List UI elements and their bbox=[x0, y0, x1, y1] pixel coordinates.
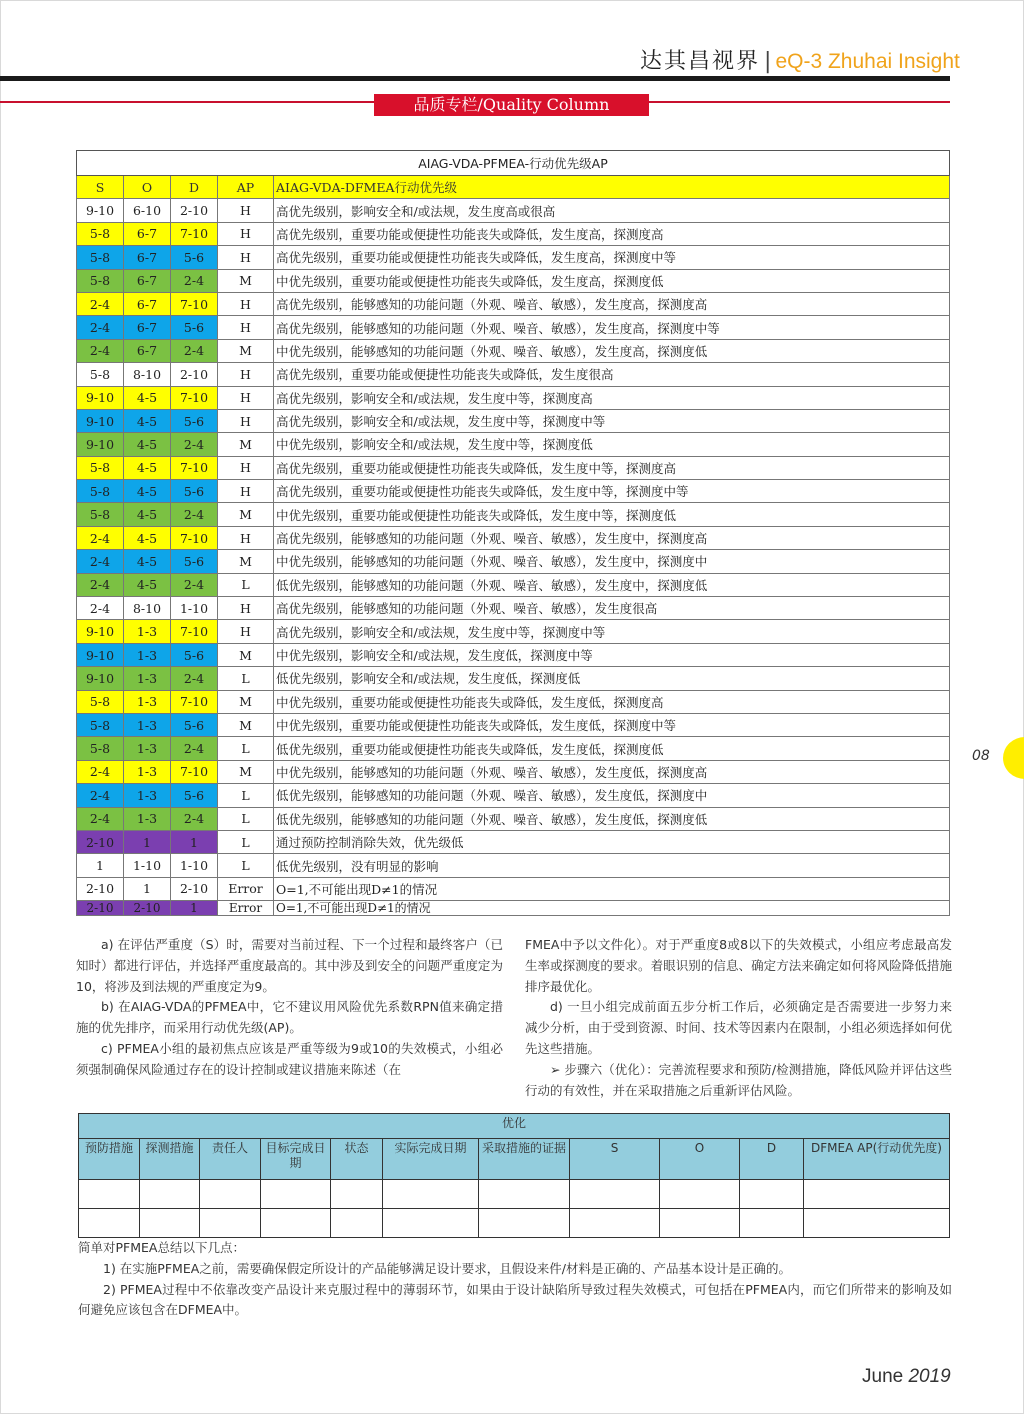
cell-o: 1-3 bbox=[124, 737, 171, 760]
header-s: S bbox=[77, 176, 124, 199]
ap-table-row bbox=[77, 713, 950, 736]
opt-header-owner: 责任人 bbox=[200, 1139, 261, 1180]
cell-o: 1-3 bbox=[124, 690, 171, 713]
ap-table-row bbox=[77, 620, 950, 643]
optimization-empty-row bbox=[79, 1209, 950, 1238]
cell-o: 1-3 bbox=[124, 620, 171, 643]
cell-description: 中优先级别，能够感知的功能问题（外观、噪音、敏感），发生度中，探测度中 bbox=[274, 550, 950, 573]
cell-o: 4-5 bbox=[124, 409, 171, 432]
brand-name-cn: 达其昌视界 bbox=[640, 49, 761, 74]
cell-description: 低优先级别，影响安全和/或法规，发生度低，探测度低 bbox=[274, 667, 950, 690]
cell-o: 4-5 bbox=[124, 480, 171, 503]
ap-table-row bbox=[77, 737, 950, 760]
ap-table-row bbox=[77, 877, 950, 900]
summary-intro: 简单对PFMEA总结以下几点： bbox=[78, 1240, 245, 1255]
cell-d: 1-10 bbox=[171, 854, 218, 877]
cell-s: 2-10 bbox=[77, 877, 124, 900]
cell-ap: M bbox=[218, 433, 274, 456]
cell-s: 9-10 bbox=[77, 409, 124, 432]
cell-description: 低优先级别，能够感知的功能问题（外观、噪音、敏感），发生度低，探测度中 bbox=[274, 784, 950, 807]
opt-header-detection: 探测措施 bbox=[140, 1139, 200, 1180]
cell-description: 高优先级别，影响安全和/或法规，发生度高或很高 bbox=[274, 199, 950, 222]
cell-description: 中优先级别，影响安全和/或法规，发生度中等，探测度低 bbox=[274, 433, 950, 456]
opt-header-actual-date: 实际完成日期 bbox=[383, 1139, 479, 1180]
cell-o: 6-7 bbox=[124, 222, 171, 245]
cell-o: 6-7 bbox=[124, 316, 171, 339]
opt-header-d: D bbox=[740, 1139, 804, 1180]
cell-d: 2-10 bbox=[171, 199, 218, 222]
paragraph: d) 一旦小组完成前面五步分析工作后，必须确定是否需要进一步努力来减少分析，由于受到资源、时间、技术等因素内在限制，小组必须选择如何优先这些措施。 bbox=[525, 999, 952, 1056]
optimization-header-row bbox=[79, 1139, 950, 1180]
optimization-table bbox=[78, 1113, 950, 1238]
opt-header-target-date: 目标完成日期 bbox=[261, 1139, 331, 1180]
ap-table-row bbox=[77, 784, 950, 807]
cell-o: 4-5 bbox=[124, 433, 171, 456]
cell-description: 高优先级别，影响安全和/或法规，发生度中等，探测度中等 bbox=[274, 409, 950, 432]
ap-table-row bbox=[77, 246, 950, 269]
cell-d: 1 bbox=[171, 901, 218, 916]
empty-cell bbox=[740, 1209, 804, 1238]
cell-s: 2-4 bbox=[77, 597, 124, 620]
empty-cell bbox=[804, 1209, 950, 1238]
cell-description: 中优先级别，重要功能或便捷性功能丧失或降低，发生度高，探测度低 bbox=[274, 269, 950, 292]
cell-ap: M bbox=[218, 550, 274, 573]
cell-s: 2-4 bbox=[77, 760, 124, 783]
cell-description: 低优先级别，重要功能或便捷性功能丧失或降低，发生度低，探测度低 bbox=[274, 737, 950, 760]
opt-header-o: O bbox=[660, 1139, 740, 1180]
cell-d: 7-10 bbox=[171, 386, 218, 409]
ap-table-row bbox=[77, 854, 950, 877]
issue-year: 2019 bbox=[908, 1366, 951, 1387]
ap-table-row bbox=[77, 433, 950, 456]
cell-ap: L bbox=[218, 830, 274, 853]
cell-d: 5-6 bbox=[171, 550, 218, 573]
ap-table-row bbox=[77, 597, 950, 620]
header-d: D bbox=[171, 176, 218, 199]
ap-table-row bbox=[77, 667, 950, 690]
cell-o: 1-3 bbox=[124, 713, 171, 736]
ap-table-row bbox=[77, 480, 950, 503]
cell-description: 低优先级别，能够感知的功能问题（外观、噪音、敏感），发生度中，探测度低 bbox=[274, 573, 950, 596]
cell-ap: L bbox=[218, 667, 274, 690]
cell-s: 5-8 bbox=[77, 503, 124, 526]
empty-cell bbox=[140, 1180, 200, 1209]
cell-d: 1 bbox=[171, 830, 218, 853]
ap-table-title-row bbox=[77, 151, 950, 176]
paragraph: FMEA中予以文件化）。对于严重度8或8以下的失效模式，小组应考虑最高发生率或探测度的要求。着眼识别的信息、确定方法来确定如何将风险降低措施排序最优化。 bbox=[525, 937, 952, 994]
ap-table-row bbox=[77, 269, 950, 292]
cell-s: 9-10 bbox=[77, 667, 124, 690]
cell-s: 2-10 bbox=[77, 901, 124, 916]
cell-description: 高优先级别，能够感知的功能问题（外观、噪音、敏感），发生度很高 bbox=[274, 597, 950, 620]
cell-s: 2-4 bbox=[77, 807, 124, 830]
cell-d: 2-4 bbox=[171, 737, 218, 760]
cell-ap: H bbox=[218, 222, 274, 245]
cell-s: 5-8 bbox=[77, 269, 124, 292]
cell-description: 高优先级别，重要功能或便捷性功能丧失或降低，发生度中等，探测度高 bbox=[274, 456, 950, 479]
cell-ap: H bbox=[218, 620, 274, 643]
cell-s: 2-4 bbox=[77, 339, 124, 362]
empty-cell bbox=[331, 1209, 383, 1238]
cell-description: O=1,不可能出现D≠1的情况 bbox=[274, 901, 950, 916]
cell-ap: H bbox=[218, 292, 274, 315]
ap-table bbox=[76, 150, 950, 916]
cell-ap: H bbox=[218, 199, 274, 222]
cell-d: 2-4 bbox=[171, 503, 218, 526]
cell-o: 4-5 bbox=[124, 456, 171, 479]
paragraph: a) 在评估严重度（S）时，需要对当前过程、下一个过程和最终客户（已知时）都进行评估，并选择严重度最高的。其中涉及到安全的问题严重度定为10，将涉及到法规的严重度定为9。 bbox=[76, 937, 503, 994]
cell-o: 8-10 bbox=[124, 597, 171, 620]
cell-s: 9-10 bbox=[77, 199, 124, 222]
cell-ap: M bbox=[218, 690, 274, 713]
cell-description: 中优先级别，重要功能或便捷性功能丧失或降低，发生度低，探测度中等 bbox=[274, 713, 950, 736]
cell-d: 5-6 bbox=[171, 246, 218, 269]
ap-table-row bbox=[77, 690, 950, 713]
empty-cell bbox=[140, 1209, 200, 1238]
cell-s: 5-8 bbox=[77, 222, 124, 245]
brand-separator: | bbox=[764, 49, 772, 74]
cell-o: 1-3 bbox=[124, 760, 171, 783]
cell-s: 2-4 bbox=[77, 292, 124, 315]
cell-ap: L bbox=[218, 854, 274, 877]
cell-description: 高优先级别，影响安全和/或法规，发生度中等，探测度中等 bbox=[274, 620, 950, 643]
brand-name-en: eQ-3 Zhuhai Insight bbox=[775, 50, 960, 73]
cell-s: 5-8 bbox=[77, 363, 124, 386]
empty-cell bbox=[200, 1209, 261, 1238]
cell-s: 5-8 bbox=[77, 690, 124, 713]
header-ap: AP bbox=[218, 176, 274, 199]
cell-description: 高优先级别，重要功能或便捷性功能丧失或降低，发生度很高 bbox=[274, 363, 950, 386]
cell-ap: M bbox=[218, 503, 274, 526]
cell-s: 9-10 bbox=[77, 643, 124, 666]
cell-o: 6-7 bbox=[124, 246, 171, 269]
cell-s: 2-4 bbox=[77, 316, 124, 339]
cell-o: 1 bbox=[124, 830, 171, 853]
column-label: 品质专栏/Quality Column bbox=[374, 94, 649, 116]
empty-cell bbox=[660, 1209, 740, 1238]
cell-ap: H bbox=[218, 456, 274, 479]
summary-section bbox=[78, 1238, 952, 1321]
cell-description: 中优先级别，能够感知的功能问题（外观、噪音、敏感），发生度高，探测度低 bbox=[274, 339, 950, 362]
cell-o: 6-10 bbox=[124, 199, 171, 222]
ap-table-row bbox=[77, 526, 950, 549]
ap-table-row bbox=[77, 901, 950, 916]
cell-ap: L bbox=[218, 784, 274, 807]
opt-header-evidence: 采取措施的证据 bbox=[479, 1139, 570, 1180]
header-description: AIAG-VDA-DFMEA行动优先级 bbox=[274, 176, 950, 199]
ap-table-row bbox=[77, 339, 950, 362]
cell-s: 2-4 bbox=[77, 526, 124, 549]
ap-table-row bbox=[77, 760, 950, 783]
empty-cell bbox=[479, 1180, 570, 1209]
ap-table-row bbox=[77, 363, 950, 386]
cell-d: 2-4 bbox=[171, 339, 218, 362]
empty-cell bbox=[79, 1209, 140, 1238]
cell-o: 1-3 bbox=[124, 643, 171, 666]
cell-d: 7-10 bbox=[171, 292, 218, 315]
cell-s: 2-4 bbox=[77, 573, 124, 596]
cell-description: 高优先级别，能够感知的功能问题（外观、噪音、敏感），发生度中，探测度高 bbox=[274, 526, 950, 549]
cell-description: 高优先级别，影响安全和/或法规，发生度中等，探测度高 bbox=[274, 386, 950, 409]
cell-ap: M bbox=[218, 643, 274, 666]
cell-s: 9-10 bbox=[77, 433, 124, 456]
empty-cell bbox=[383, 1209, 479, 1238]
cell-s: 2-4 bbox=[77, 550, 124, 573]
cell-d: 7-10 bbox=[171, 690, 218, 713]
cell-o: 1-3 bbox=[124, 807, 171, 830]
header-o: O bbox=[124, 176, 171, 199]
cell-d: 5-6 bbox=[171, 713, 218, 736]
empty-cell bbox=[79, 1180, 140, 1209]
empty-cell bbox=[660, 1180, 740, 1209]
cell-s: 5-8 bbox=[77, 713, 124, 736]
optimization-title-row bbox=[79, 1114, 950, 1139]
summary-item: 1) 在实施PFMEA之前，需要确保假定所设计的产品能够满足设计要求，且假设来件/材料是正确的、产品基本设计是正确的。 bbox=[103, 1260, 791, 1276]
cell-ap: H bbox=[218, 386, 274, 409]
cell-d: 2-10 bbox=[171, 877, 218, 900]
ap-table-row bbox=[77, 199, 950, 222]
cell-d: 7-10 bbox=[171, 456, 218, 479]
cell-d: 2-4 bbox=[171, 807, 218, 830]
cell-s: 5-8 bbox=[77, 246, 124, 269]
cell-description: 高优先级别，重要功能或便捷性功能丧失或降低，发生度高，探测度中等 bbox=[274, 246, 950, 269]
empty-cell bbox=[261, 1209, 331, 1238]
optimization-empty-row bbox=[79, 1180, 950, 1209]
cell-d: 7-10 bbox=[171, 760, 218, 783]
cell-description: 中优先级别，能够感知的功能问题（外观、噪音、敏感），发生度低，探测度高 bbox=[274, 760, 950, 783]
summary-item: 2) PFMEA过程中不依靠改变产品设计来克服过程中的薄弱环节，如果由于设计缺陷所导致过程失效模式，可包括在PFMEA内，而它们所带来的影响及如何避免应该包含在DFMEA中。 bbox=[78, 1281, 952, 1318]
cell-o: 2-10 bbox=[124, 901, 171, 916]
ap-table-row bbox=[77, 573, 950, 596]
cell-d: 2-4 bbox=[171, 667, 218, 690]
cell-o: 6-7 bbox=[124, 339, 171, 362]
ap-table-title: AIAG-VDA-PFMEA-行动优先级AP bbox=[77, 151, 950, 176]
opt-header-s: S bbox=[570, 1139, 660, 1180]
cell-d: 5-6 bbox=[171, 409, 218, 432]
empty-cell bbox=[570, 1180, 660, 1209]
cell-ap: H bbox=[218, 480, 274, 503]
empty-cell bbox=[479, 1209, 570, 1238]
opt-header-ap: DFMEA AP(行动优先度) bbox=[804, 1139, 950, 1180]
cell-s: 5-8 bbox=[77, 456, 124, 479]
cell-d: 7-10 bbox=[171, 620, 218, 643]
cell-s: 9-10 bbox=[77, 386, 124, 409]
cell-o: 1-3 bbox=[124, 667, 171, 690]
cell-d: 5-6 bbox=[171, 784, 218, 807]
cell-ap: H bbox=[218, 409, 274, 432]
ap-table-row bbox=[77, 316, 950, 339]
cell-s: 5-8 bbox=[77, 480, 124, 503]
cell-description: 中优先级别，重要功能或便捷性功能丧失或降低，发生度低，探测度高 bbox=[274, 690, 950, 713]
cell-s: 1 bbox=[77, 854, 124, 877]
cell-s: 2-4 bbox=[77, 784, 124, 807]
cell-ap: H bbox=[218, 316, 274, 339]
ap-table-row bbox=[77, 550, 950, 573]
ap-table-row bbox=[77, 807, 950, 830]
cell-o: 4-5 bbox=[124, 386, 171, 409]
cell-ap: Error bbox=[218, 877, 274, 900]
body-text-left bbox=[76, 935, 503, 1081]
cell-d: 5-6 bbox=[171, 643, 218, 666]
cell-o: 4-5 bbox=[124, 503, 171, 526]
cell-ap: L bbox=[218, 573, 274, 596]
cell-ap: H bbox=[218, 597, 274, 620]
ap-table-row bbox=[77, 292, 950, 315]
cell-o: 4-5 bbox=[124, 526, 171, 549]
cell-s: 5-8 bbox=[77, 737, 124, 760]
ap-table-row bbox=[77, 409, 950, 432]
issue-date bbox=[862, 1366, 951, 1388]
empty-cell bbox=[331, 1180, 383, 1209]
cell-description: 通过预防控制消除失效，优先级低 bbox=[274, 830, 950, 853]
cell-description: 高优先级别，能够感知的功能问题（外观、噪音、敏感），发生度高，探测度高 bbox=[274, 292, 950, 315]
cell-description: 中优先级别，重要功能或便捷性功能丧失或降低，发生度中等，探测度低 bbox=[274, 503, 950, 526]
issue-month: June bbox=[862, 1366, 904, 1387]
cell-d: 2-4 bbox=[171, 573, 218, 596]
cell-ap: M bbox=[218, 760, 274, 783]
cell-o: 6-7 bbox=[124, 269, 171, 292]
empty-cell bbox=[200, 1180, 261, 1209]
ap-table-row bbox=[77, 386, 950, 409]
cell-s: 2-10 bbox=[77, 830, 124, 853]
cell-o: 1-3 bbox=[124, 784, 171, 807]
cell-description: 中优先级别，影响安全和/或法规，发生度低，探测度中等 bbox=[274, 643, 950, 666]
cell-ap: M bbox=[218, 713, 274, 736]
cell-ap: H bbox=[218, 526, 274, 549]
cell-description: O=1,不可能出现D≠1的情况 bbox=[274, 877, 950, 900]
paragraph: b) 在AIAG-VDA的PFMEA中，它不建议用风险优先系数RPN值来确定措施的优先排序，而采用行动优先级(AP)。 bbox=[76, 999, 503, 1036]
cell-d: 1-10 bbox=[171, 597, 218, 620]
ap-table-row bbox=[77, 830, 950, 853]
cell-o: 8-10 bbox=[124, 363, 171, 386]
page-number: 08 bbox=[972, 748, 990, 764]
cell-description: 高优先级别，重要功能或便捷性功能丧失或降低，发生度中等，探测度中等 bbox=[274, 480, 950, 503]
paragraph: c) PFMEA小组的最初焦点应该是严重等级为9或10的失效模式，小组必须强制确保风险通过存在的设计控制或建议措施来陈述（在 bbox=[76, 1040, 503, 1077]
cell-ap: Error bbox=[218, 901, 274, 916]
ap-table-row bbox=[77, 222, 950, 245]
empty-cell bbox=[740, 1180, 804, 1209]
cell-ap: H bbox=[218, 363, 274, 386]
cell-d: 2-4 bbox=[171, 269, 218, 292]
cell-description: 低优先级别，能够感知的功能问题（外观、噪音、敏感），发生度低，探测度低 bbox=[274, 807, 950, 830]
cell-ap: M bbox=[218, 339, 274, 362]
cell-o: 1-10 bbox=[124, 854, 171, 877]
opt-header-prevention: 预防措施 bbox=[79, 1139, 140, 1180]
cell-ap: M bbox=[218, 269, 274, 292]
cell-o: 1 bbox=[124, 877, 171, 900]
optimization-title: 优化 bbox=[79, 1114, 950, 1139]
ap-table-row bbox=[77, 643, 950, 666]
empty-cell bbox=[804, 1180, 950, 1209]
cell-o: 6-7 bbox=[124, 292, 171, 315]
cell-o: 4-5 bbox=[124, 573, 171, 596]
cell-ap: L bbox=[218, 737, 274, 760]
ap-table-row bbox=[77, 503, 950, 526]
opt-header-status: 状态 bbox=[331, 1139, 383, 1180]
ap-table-row bbox=[77, 456, 950, 479]
cell-d: 5-6 bbox=[171, 316, 218, 339]
cell-d: 2-10 bbox=[171, 363, 218, 386]
cell-description: 低优先级别，没有明显的影响 bbox=[274, 854, 950, 877]
header-rule bbox=[0, 76, 950, 81]
empty-cell bbox=[570, 1209, 660, 1238]
ap-table-header-row bbox=[77, 176, 950, 199]
cell-ap: H bbox=[218, 246, 274, 269]
empty-cell bbox=[261, 1180, 331, 1209]
cell-o: 4-5 bbox=[124, 550, 171, 573]
cell-d: 7-10 bbox=[171, 222, 218, 245]
cell-d: 7-10 bbox=[171, 526, 218, 549]
cell-description: 高优先级别，能够感知的功能问题（外观、噪音、敏感），发生度高，探测度中等 bbox=[274, 316, 950, 339]
paragraph: ➢ 步骤六（优化）：完善流程要求和预防/检测措施，降低风险并评估这些行动的有效性，并在采取措施之后重新评估风险。 bbox=[525, 1061, 952, 1098]
empty-cell bbox=[383, 1180, 479, 1209]
cell-description: 高优先级别，重要功能或便捷性功能丧失或降低，发生度高，探测度高 bbox=[274, 222, 950, 245]
body-text-right bbox=[525, 935, 952, 1101]
cell-ap: L bbox=[218, 807, 274, 830]
cell-d: 5-6 bbox=[171, 480, 218, 503]
cell-s: 9-10 bbox=[77, 620, 124, 643]
cell-d: 2-4 bbox=[171, 433, 218, 456]
brand-header bbox=[640, 44, 960, 74]
